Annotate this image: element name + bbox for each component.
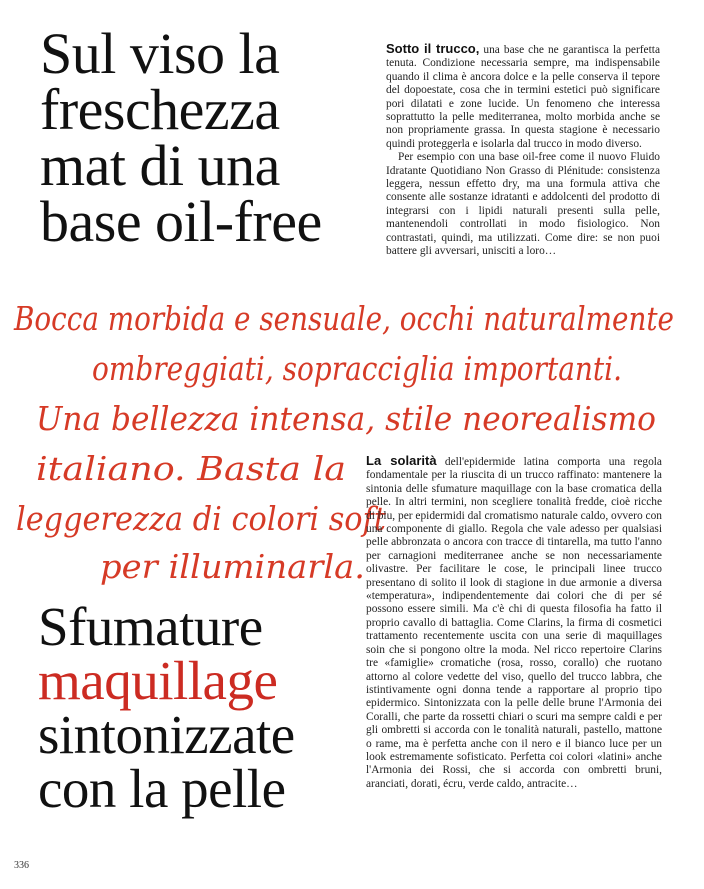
headline-top-line: base oil-free [40, 189, 322, 254]
headline-bottom-accent: maquillage [38, 650, 278, 711]
handwritten-line: Bocca morbida e sensuale, occhi naturalmente [13, 299, 675, 338]
article-top-text-1: una base che ne garantisca la perfetta tenuta. Condizione necessaria sempre, ma indispensabile quando il clima è ancora dolce e la pelle conserva il tepore del dopoestate, cosa che in termini estetici può significare pori dilatati e zone lucide. Un fenomeno che interessa soprattutto la pelle mediterranea, molto morbida anche se non propriamente grassa. In questa stagione è necessario quindi proteggerla e isolarla dal trucco in modo diverso. [386, 44, 660, 150]
article-top-lead: Sotto il trucco, [386, 41, 480, 56]
article-bottom-lead: La solarità [366, 453, 437, 468]
headline-bottom-line-3: sintonizzate [38, 704, 295, 765]
headline-top [40, 21, 322, 254]
headline-bottom [38, 596, 295, 819]
headline-top-line: freschezza [40, 77, 280, 142]
handwritten-line: italiano. Basta la [36, 449, 346, 488]
handwritten-line: Una bellezza intensa, stile neorealismo [36, 399, 656, 438]
page-number: 336 [14, 860, 29, 871]
article-bottom [366, 454, 662, 791]
headline-bottom-line-4: con la pelle [38, 758, 286, 819]
article-bottom-text-1: dell'epidermide latina comporta una regola fondamentale per la riuscita di un trucco raffinato: mantenere la sintonia delle sfumature maquillage con la base cromatica della pelle. In altri termini, non scegliere tonalità fredde, cioè ricche di blu, per epidermidi dal cromatismo naturale caldo, ovvero con una componente di giallo. Regola che vale adesso per qualsiasi pelle abbronzata o ancora con tracce di tintarella, ma tutto l'anno per carnagioni mediterranee anche se non necessariamente olivastre. Per facilitare le cose, le principali linee trucco presentano di solito il look di stagione in due armonie a diversa «temperatura», indipendentemente dai colori che di per sé possono essere simili. Ma c'è chi di questa filosofia ha fatto il proprio cavallo di battaglia. Come Clarins, la firma di cosmetici trattamento recentemente uscita con una serie di maquillages soin che si pongono oltre la moda. Nel ricco repertoire Clarins tre «famiglie» cromatiche (rosa, rosso, corallo) che ruotano attorno al colore vedette del viso, quello del trucco labbra, che istintivamente ogni donna tende a rapportare al proprio tipo epidermico. Sintonizzata con la pelle delle brune l'Armonia dei Coralli, che parte da rossetti chiari o scuri ma sempre caldi e per gli ombretti si accorda con le tonalità naturali, pastello, mattone o rame, ma è perfetta anche con il nero e il bianco luce per un look estremamente sofisticato. Perfetta coi colori «latini» anche l'Armonia dei Rossi, che si accorda con ombretti bruni, aranciati, dorati, écru, verde caldo, antracite… [366, 456, 662, 790]
article-top-paragraph-1 [386, 42, 660, 151]
article-bottom-paragraph-1 [366, 454, 662, 791]
handwritten-line: leggerezza di colori soft [16, 499, 387, 538]
handwritten-line: ombreggiati, sopracciglia importanti. [92, 349, 622, 388]
article-top [386, 42, 660, 259]
headline-top-line: mat di una [40, 133, 280, 198]
article-top-paragraph-2: Per esempio con una base oil-free come il nuovo Fluido Idratante Quotidiano Non Grasso di Plénitude: consistenza leggera, nessun effetto dry, ma una formula attiva che consente alle sostanze idratanti e addolcenti del prodotto di integrarsi con i lipidi naturali presenti sulla pelle, mantenendoli controllati in modo fisiologico. Non contrastati, quindi, ma utilizzati. Come dire: se non puoi battere gli avversari, unisciti a loro… [386, 151, 660, 258]
handwritten-line: per illuminarla. [100, 547, 365, 586]
headline-bottom-line-1: Sfumature [38, 596, 263, 657]
headline-top-line: Sul viso la [40, 21, 280, 86]
